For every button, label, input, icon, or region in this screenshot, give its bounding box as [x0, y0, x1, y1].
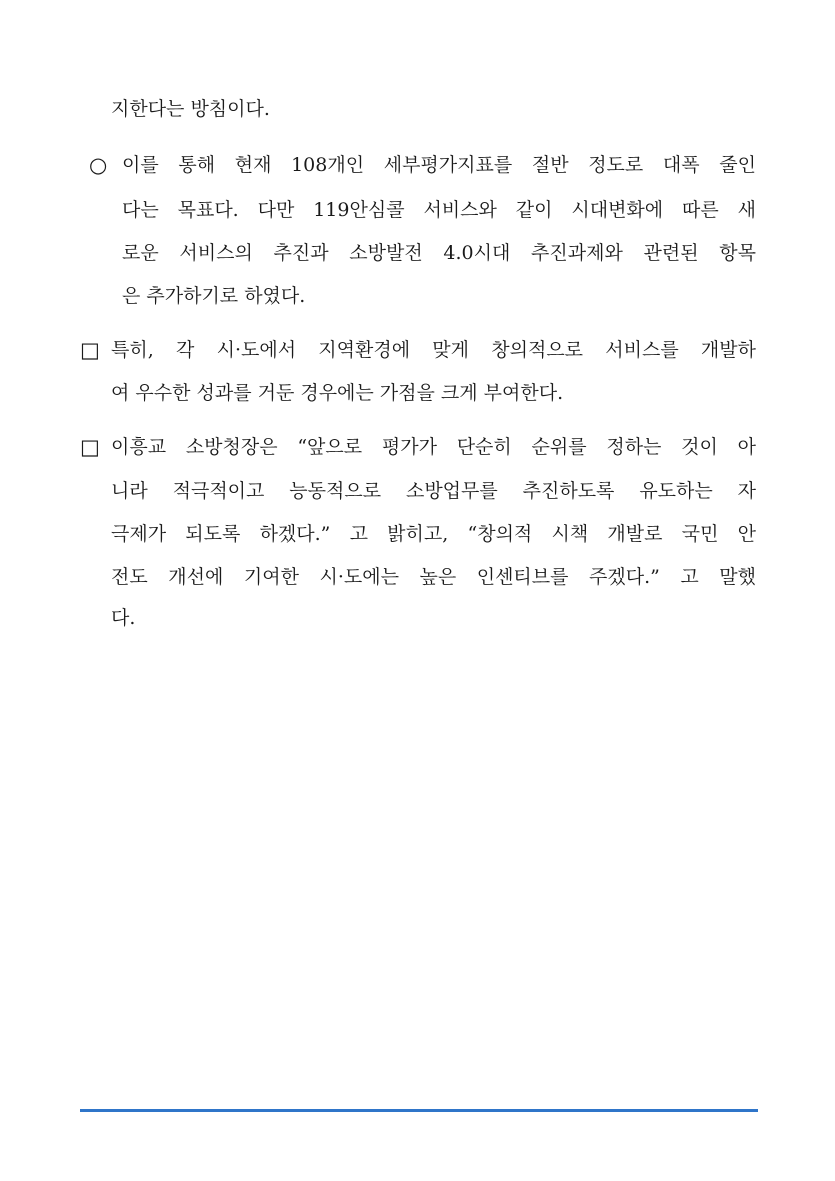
square-bullet-icon: □: [80, 435, 100, 459]
paragraph-line: 특히, 각 시·도에서 지역환경에 맞게 창의적으로 서비스를 개발하: [111, 339, 756, 361]
square-bullet-icon: □: [80, 338, 100, 362]
paragraph-line: 이흥교 소방청장은 “앞으로 평가가 단순히 순위를 정하는 것이 아: [111, 436, 756, 458]
continuation-line: 지한다는 방침이다.: [111, 98, 270, 120]
paragraph-line: 이를 통해 현재 108개인 세부평가지표를 절반 정도로 대폭 줄인: [122, 154, 756, 176]
paragraph-line: 다.: [111, 607, 136, 629]
paragraph-line: 전도 개선에 기여한 시·도에는 높은 인센티브를 주겠다.” 고 말했: [111, 566, 756, 588]
paragraph-line: 다는 목표다. 다만 119안심콜 서비스와 같이 시대변화에 따른 새: [122, 199, 756, 221]
circle-bullet-icon: ○: [89, 153, 108, 177]
paragraph-line: 은 추가하기로 하였다.: [122, 285, 306, 307]
paragraph-line: 니라 적극적이고 능동적으로 소방업무를 추진하도록 유도하는 자: [111, 480, 756, 502]
paragraph-line: 로운 서비스의 추진과 소방발전 4.0시대 추진과제와 관련된 항목: [122, 242, 756, 264]
paragraph-line: 극제가 되도록 하겠다.” 고 밝히고, “창의적 시책 개발로 국민 안: [111, 523, 756, 545]
paragraph-line: 여 우수한 성과를 거둔 경우에는 가점을 크게 부여한다.: [111, 382, 564, 404]
footer-divider: [80, 1109, 758, 1112]
